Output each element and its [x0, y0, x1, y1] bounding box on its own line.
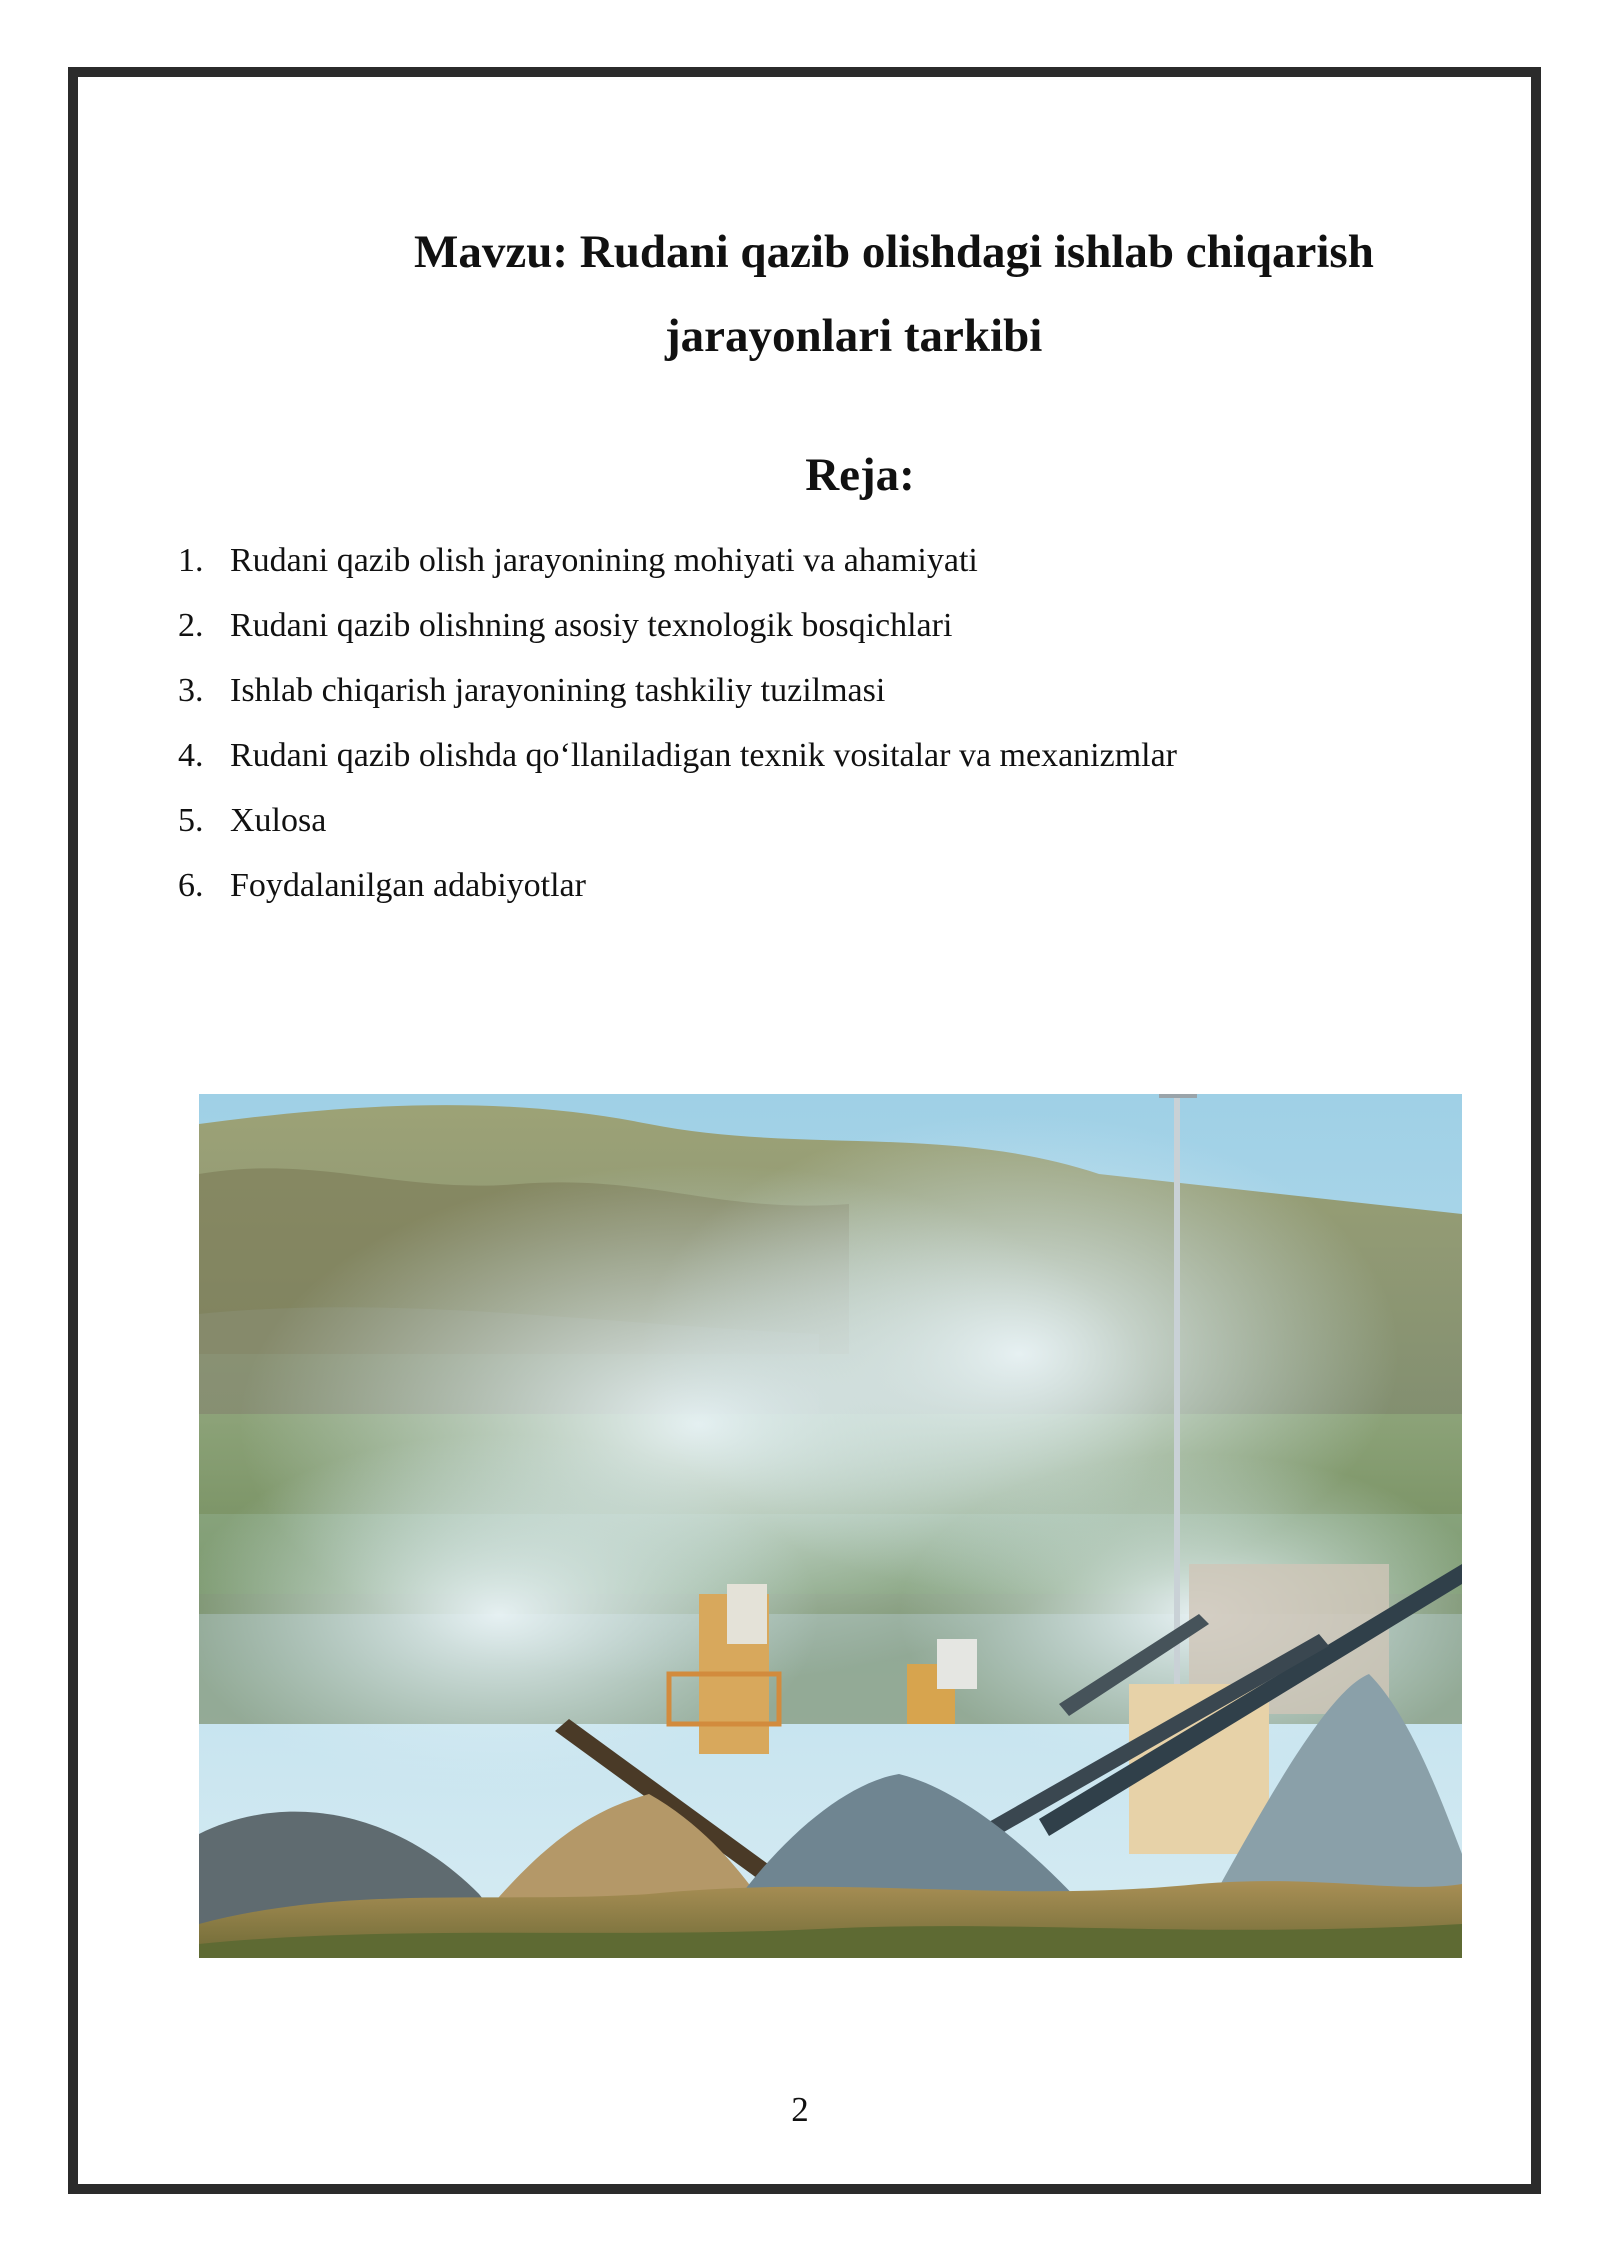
plan-item	[178, 723, 1177, 788]
plan-item-number: 5.	[178, 802, 204, 839]
plan-item-number: 4.	[178, 737, 204, 774]
plan-item-number: 1.	[178, 542, 204, 579]
plan-item-text: Xulosa	[230, 802, 327, 839]
plan-item-number: 6.	[178, 867, 204, 904]
page-number: 2	[791, 2090, 809, 2129]
plan-heading: Reja:	[805, 449, 915, 501]
document-title-line-2: jarayonlari tarkibi	[665, 310, 1043, 362]
plan-item	[178, 853, 1177, 918]
plan-item-number: 2.	[178, 607, 204, 644]
plan-item-text: Rudani qazib olishning asosiy texnologik bosqichlari	[230, 607, 953, 644]
plan-item-text: Ishlab chiqarish jarayonining tashkiliy tuzilmasi	[230, 672, 886, 709]
document-title	[260, 210, 1560, 378]
plan-item	[178, 528, 1177, 593]
plan-item	[178, 788, 1177, 853]
document-title-line-1: Mavzu: Rudani qazib olishdagi ishlab chiqarish	[414, 226, 1374, 278]
plan-item	[178, 593, 1177, 658]
mining-crusher-photo	[199, 1094, 1462, 1958]
plan-item	[178, 658, 1177, 723]
plan-item-number: 3.	[178, 672, 204, 709]
plan-item-text: Foydalanilgan adabiyotlar	[230, 867, 586, 904]
plan-item-text: Rudani qazib olishda qo‘llaniladigan texnik vositalar va mexanizmlar	[230, 737, 1178, 774]
plan-list	[178, 528, 1177, 918]
plan-item-text: Rudani qazib olish jarayonining mohiyati va ahamiyati	[230, 542, 978, 579]
